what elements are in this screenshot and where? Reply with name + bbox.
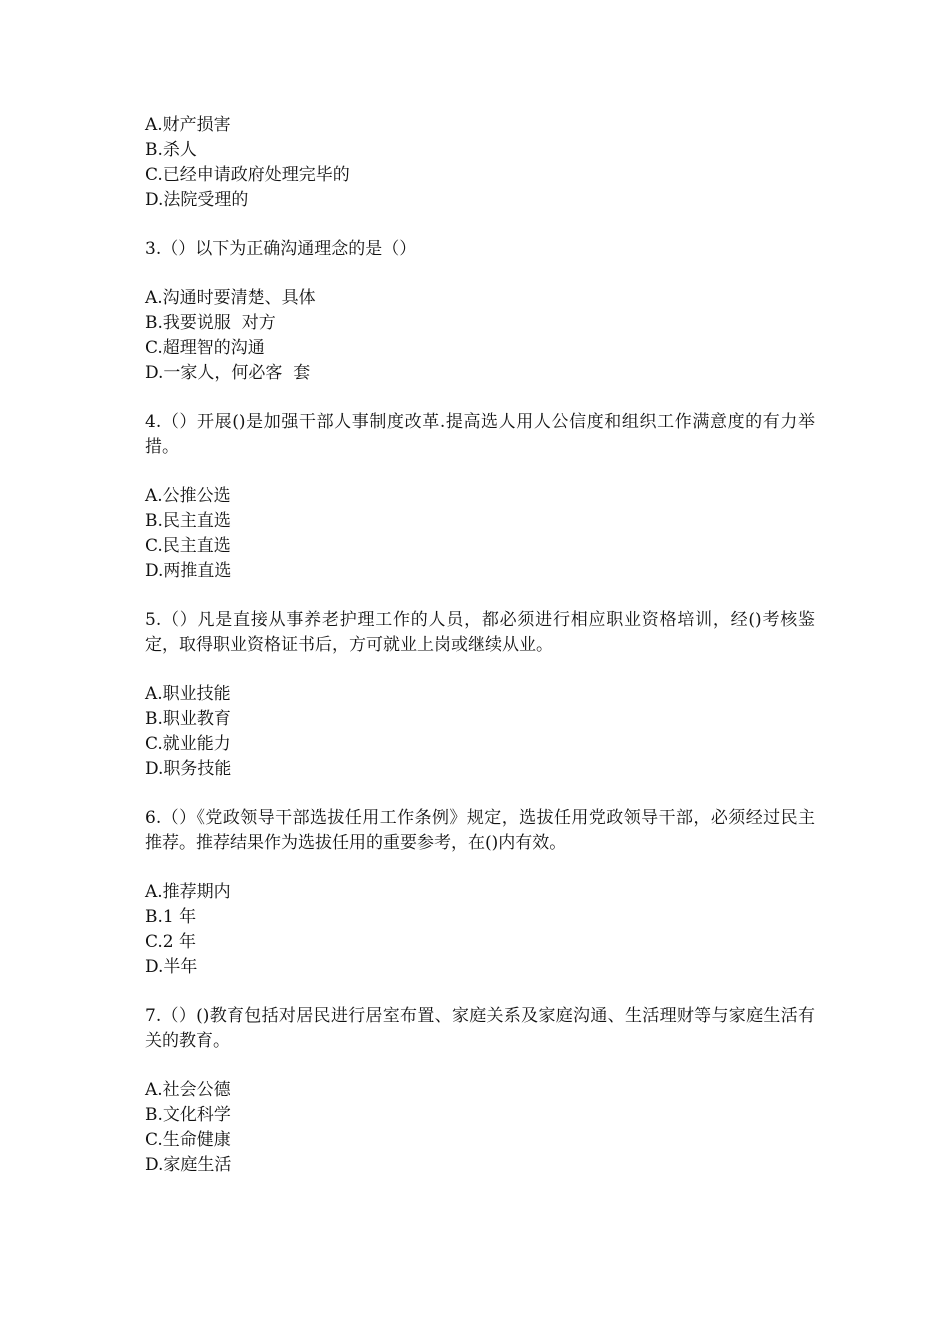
question-stem: 5.（）凡是直接从事养老护理工作的人员，都必须进行相应职业资格培训，经()考核鉴定，取得职业资格证书后，方可就业上岗或继续从业。 xyxy=(145,610,815,655)
option-b: B.职业教育 xyxy=(145,709,231,729)
question-2-options xyxy=(145,113,815,213)
option-a: A.财产损害 xyxy=(145,115,231,135)
question-6 xyxy=(145,806,815,980)
option-d: D.法院受理的 xyxy=(145,190,249,210)
option-d: D.家庭生活 xyxy=(145,1155,232,1175)
option-d: D.职务技能 xyxy=(145,759,232,779)
question-5 xyxy=(145,608,815,782)
option-a: A.沟通时要清楚、具体 xyxy=(145,288,316,308)
question-4 xyxy=(145,410,815,584)
question-stem: 4.（）开展()是加强干部人事制度改革.提高选人用人公信度和组织工作满意度的有力举措。 xyxy=(145,412,815,457)
option-a: A.职业技能 xyxy=(145,684,231,704)
option-c: C.超理智的沟通 xyxy=(145,338,265,358)
option-b: B.我要说服 对方 xyxy=(145,313,276,333)
option-d: D.两推直选 xyxy=(145,561,232,581)
option-a: A.社会公德 xyxy=(145,1080,231,1100)
option-a: A.公推公选 xyxy=(145,486,231,506)
option-a: A.推荐期内 xyxy=(145,882,231,902)
question-list xyxy=(145,113,815,1202)
option-c: C.已经申请政府处理完毕的 xyxy=(145,165,350,185)
option-b: B.1 年 xyxy=(145,907,197,927)
option-c: C.2 年 xyxy=(145,932,197,952)
question-stem: 7.（）()教育包括对居民进行居室布置、家庭关系及家庭沟通、生活理财等与家庭生活有关的教育。 xyxy=(145,1006,815,1051)
option-d: D.一家人，何必客 套 xyxy=(145,363,311,383)
question-stem: 6.（）《党政领导干部选拔任用工作条例》规定，选拔任用党政领导干部，必须经过民主推荐。推荐结果作为选拔任用的重要参考，在()内有效。 xyxy=(145,808,815,853)
option-c: C.民主直选 xyxy=(145,536,231,556)
option-b: B.杀人 xyxy=(145,140,197,160)
option-c: C.就业能力 xyxy=(145,734,231,754)
option-b: B.民主直选 xyxy=(145,511,231,531)
question-7 xyxy=(145,1004,815,1178)
option-c: C.生命健康 xyxy=(145,1130,231,1150)
question-stem: 3.（）以下为正确沟通理念的是（） xyxy=(145,239,417,259)
option-d: D.半年 xyxy=(145,957,198,977)
option-b: B.文化科学 xyxy=(145,1105,231,1125)
question-3 xyxy=(145,237,815,386)
